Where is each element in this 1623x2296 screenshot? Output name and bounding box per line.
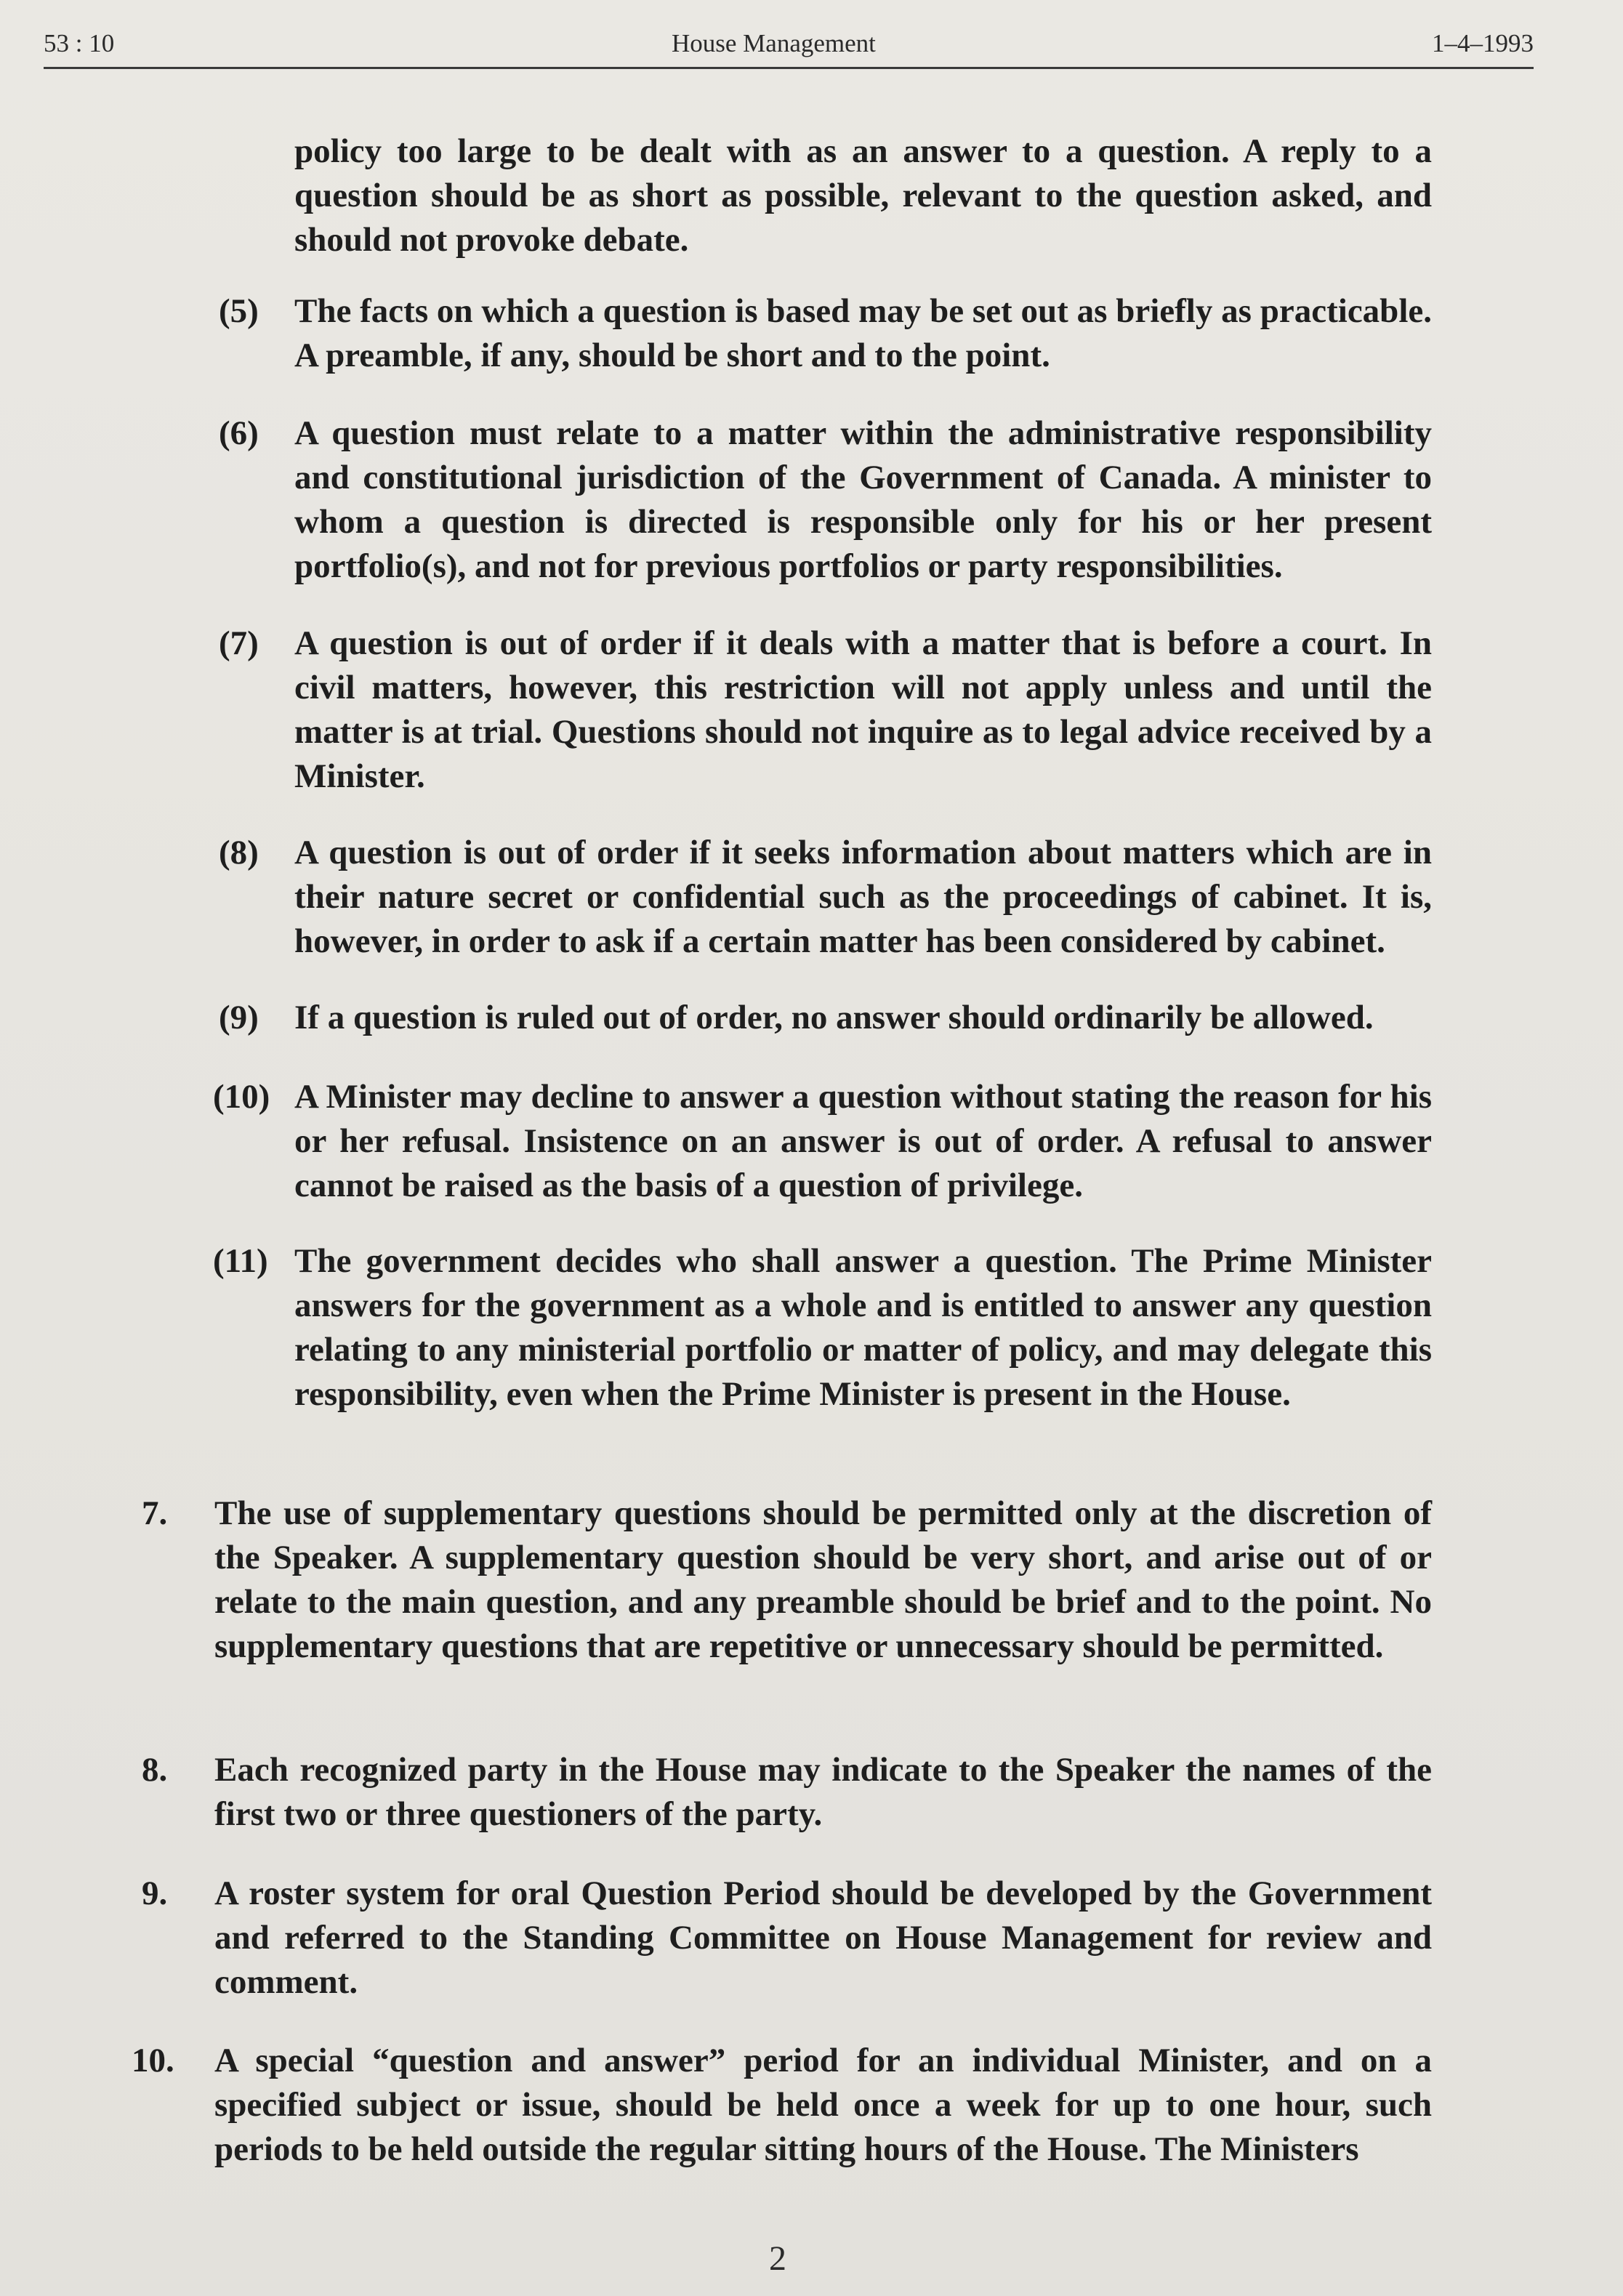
header-rule (44, 67, 1534, 69)
paragraph-text: A Minister may decline to answer a question without stating the reason for his or her refusal. Insistence on an answer is out of order. A refusal to answer cannot be raised as the basis of a question of privilege. (294, 1078, 1432, 1204)
paragraph-number: (8) (219, 834, 259, 871)
recommendation-number: 8. (142, 1751, 168, 1789)
recommendation-10 (132, 2039, 1432, 2172)
recommendation-text: Each recognized party in the House may indicate to the Speaker the names of the first two or three questioners of the party. (214, 1751, 1432, 1833)
paragraph-item-5 (219, 289, 1432, 378)
recommendation-9 (142, 1872, 1432, 2005)
paragraph-text: A question must relate to a matter within the administrative responsibility and constitutional jurisdiction of the Government of Canada. A minister to whom a question is directed is responsible only for his or her present portfolio(s), and not for previous portfolios or party responsibilities. (294, 414, 1432, 585)
paragraph-item-7 (219, 621, 1432, 799)
recommendation-8 (142, 1748, 1432, 1837)
paragraph-text: The government decides who shall answer a question. The Prime Minister answers for the government as a whole and is entitled to answer any question relating to any ministerial portfolio or matter of policy, and may delegate this responsibility, even when the Prime Minister is present in the House. (294, 1242, 1432, 1413)
paragraph-text: A question is out of order if it deals with a matter that is before a court. In civil matters, however, this restriction will not apply unless and until the matter is at trial. Questions should not inquire as to legal advice received by a Minister. (294, 624, 1432, 795)
paragraph-number: (9) (219, 999, 259, 1036)
paragraph-text: The facts on which a question is based may be set out as briefly as practicable. A preamble, if any, should be short and to the point. (294, 292, 1432, 374)
paragraph-item-6 (219, 411, 1432, 589)
recommendation-number: 7. (142, 1494, 168, 1532)
paragraph-text: If a question is ruled out of order, no answer should ordinarily be allowed. (294, 999, 1374, 1036)
paragraph-number: (10) (213, 1078, 270, 1116)
running-header (44, 29, 1534, 58)
paragraph-number: (5) (219, 292, 259, 330)
paragraph-continuation (294, 129, 1432, 262)
recommendation-7 (142, 1491, 1432, 1669)
paragraph-number: (7) (219, 624, 259, 662)
paragraph-text: A question is out of order if it seeks information about matters which are in their nature secret or confidential such as the proceedings of cabinet. It is, however, in order to ask if a certain matter has been considered by cabinet. (294, 834, 1432, 960)
recommendation-text: A roster system for oral Question Period should be developed by the Government and referred to the Standing Committee on House Management for review and comment. (214, 1874, 1432, 2001)
header-title: House Management (672, 29, 876, 57)
paragraph-item-8 (219, 831, 1432, 964)
recommendation-number: 10. (132, 2042, 174, 2079)
page-number: 2 (769, 2239, 786, 2278)
paragraph-text: policy too large to be dealt with as an answer to a question. A reply to a question should be as short as possible, relevant to the question asked, and should not provoke debate. (294, 132, 1432, 259)
paragraph-item-11 (213, 1239, 1432, 1417)
paragraph-item-10 (213, 1075, 1432, 1208)
recommendation-number: 9. (142, 1874, 168, 1912)
paragraph-number: (11) (213, 1242, 268, 1280)
paragraph-item-9 (219, 996, 1432, 1040)
header-date: 1–4–1993 (1432, 29, 1534, 57)
recommendation-text: A special “question and answer” period for an individual Minister, and on a specified subject or issue, should be held once a week for up to one hour, such periods to be held outside the regular sitting hours of the House. The Ministers (214, 2042, 1432, 2168)
header-section-number: 53 : 10 (44, 29, 115, 57)
paragraph-number: (6) (219, 414, 259, 452)
recommendation-text: The use of supplementary questions should be permitted only at the discretion of the Speaker. A supplementary question should be very short, and arise out of or relate to the main question, and any preamble should be brief and to the point. No supplementary questions that are repetitive or unnecessary should be permitted. (214, 1494, 1432, 1665)
